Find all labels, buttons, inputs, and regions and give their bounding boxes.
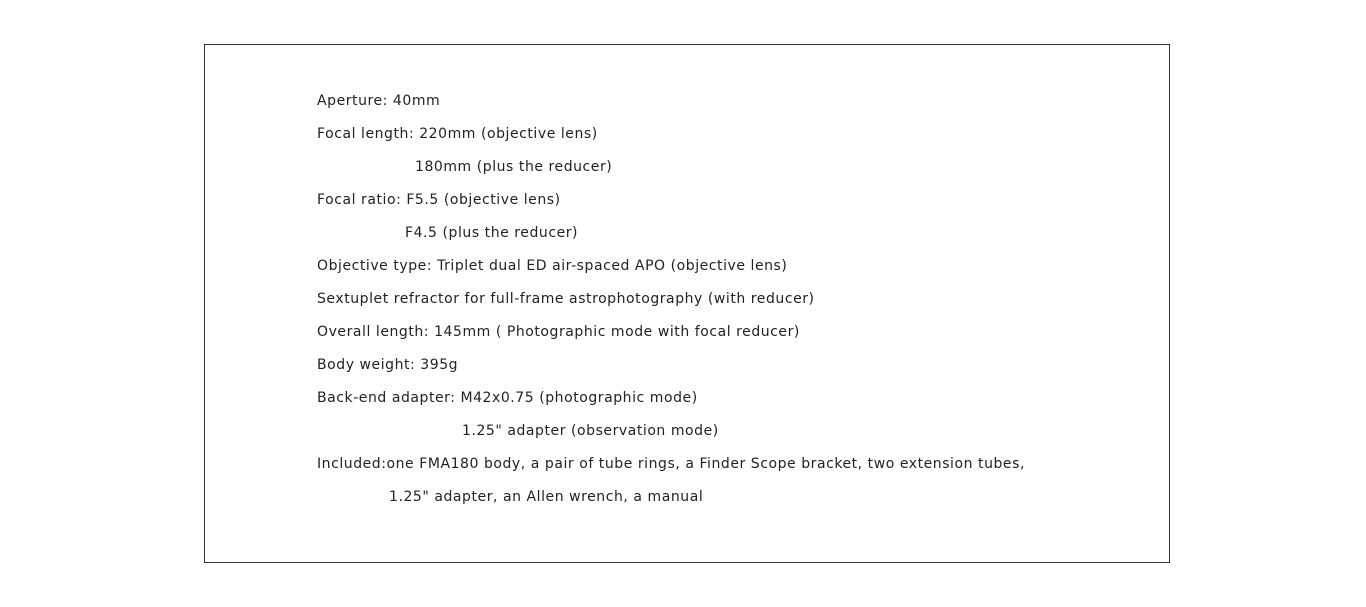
spec-aperture: Aperture: 40mm xyxy=(317,93,441,109)
spec-included: Included:one FMA180 body, a pair of tube rings, a Finder Scope bracket, two extension tubes, xyxy=(317,456,1025,472)
spec-body-weight: Body weight: 395g xyxy=(317,357,459,373)
spec-objective-type: Objective type: Triplet dual ED air-spaced APO (objective lens) xyxy=(317,258,788,274)
spec-back-end-adapter: Back-end adapter: M42x0.75 (photographic mode) xyxy=(317,390,698,406)
specifications-panel xyxy=(204,44,1170,563)
spec-focal-ratio-reducer: F4.5 (plus the reducer) xyxy=(405,225,579,241)
spec-included-continued: 1.25" adapter, an Allen wrench, a manual xyxy=(389,489,704,505)
spec-back-end-adapter-observation: 1.25" adapter (observation mode) xyxy=(462,423,719,439)
spec-focal-length-reducer: 180mm (plus the reducer) xyxy=(415,159,613,175)
spec-focal-length: Focal length: 220mm (objective lens) xyxy=(317,126,598,142)
spec-focal-ratio: Focal ratio: F5.5 (objective lens) xyxy=(317,192,561,208)
spec-objective-type-reducer: Sextuplet refractor for full-frame astrophotography (with reducer) xyxy=(317,291,815,307)
spec-overall-length: Overall length: 145mm ( Photographic mode with focal reducer) xyxy=(317,324,800,340)
